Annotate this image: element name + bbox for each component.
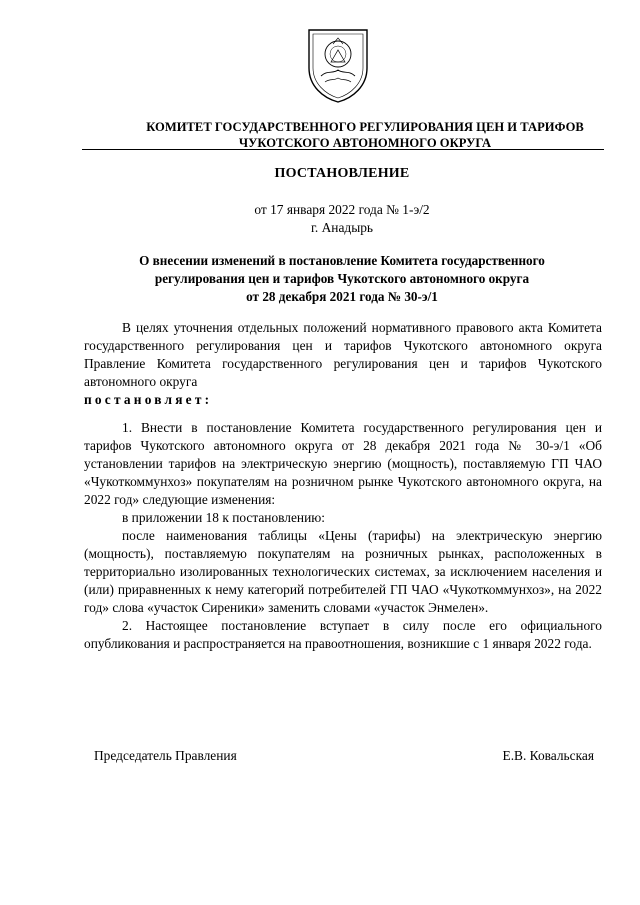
header-divider — [82, 149, 604, 150]
subject-line-3: от 28 декабря 2021 года № 30-э/1 — [246, 289, 438, 304]
signatory-name: Е.В. Ковальская — [502, 748, 594, 763]
decree-word: постановляет: — [84, 392, 213, 407]
coat-of-arms-emblem — [303, 24, 373, 104]
header-line-1: КОМИТЕТ ГОСУДАРСТВЕННОГО РЕГУЛИРОВАНИЯ ЦЕН И ТАРИФОВ — [146, 120, 584, 134]
subject-line-2: регулирования цен и тарифов Чукотского автономного округа — [154, 271, 530, 286]
document-body — [84, 319, 602, 653]
chukotka-coat-of-arms-icon — [303, 24, 373, 104]
header-line-2: ЧУКОТСКОГО АВТОНОМНОГО ОКРУГА — [238, 136, 492, 150]
subject-line-1: О внесении изменений в постановление Комитета государственного — [139, 253, 545, 268]
document-date-number: от 17 января 2022 года № 1-э/2 — [254, 202, 430, 217]
intro-paragraph: В целях уточнения отдельных положений нормативного правового акта Комитета государственного регулирования цен и тарифов Чукотского автономного округа Правление Комитета государственного регулирования цен и тарифов Чукотского автономного округа — [84, 320, 602, 389]
document-meta — [80, 201, 604, 237]
committee-header — [80, 119, 640, 151]
signatory-position: Председатель Правления — [94, 748, 237, 763]
item-1-subparagraph-1: в приложении 18 к постановлению: — [122, 510, 325, 525]
item-1-subparagraph-2: после наименования таблицы «Цены (тарифы) на электрическую энергию (мощность), поставляемую покупателям на розничных рынках, расположенных в территориально изолированных технологических системах, за исключением населения и (или) приравненных к нему категорий потребителей ГП ЧАО «Чукоткоммунхоз», на 2022 год» слова «участок Сиреники» заменить словами «участок Энмелен». — [84, 528, 602, 615]
document-type-title: ПОСТАНОВЛЕНИЕ — [274, 166, 410, 181]
document-place: г. Анадырь — [310, 220, 374, 235]
item-2-paragraph: 2. Настоящее постановление вступает в силу после его официального опубликования и распространяется на правоотношения, возникшие с 1 января 2022 года. — [84, 618, 602, 651]
item-1-paragraph: 1. Внести в постановление Комитета государственного регулирования цен и тарифов Чукотского автономного округа от 28 декабря 2021 года № 30-э/1 «Об установлении тарифов на электрическую энергию (мощность), поставляемую ГП ЧАО «Чукоткоммунхоз» покупателям на розничном рынке Чукотского автономного округа, на 2022 год» следующие изменения: — [84, 420, 602, 507]
document-subject — [80, 252, 604, 306]
